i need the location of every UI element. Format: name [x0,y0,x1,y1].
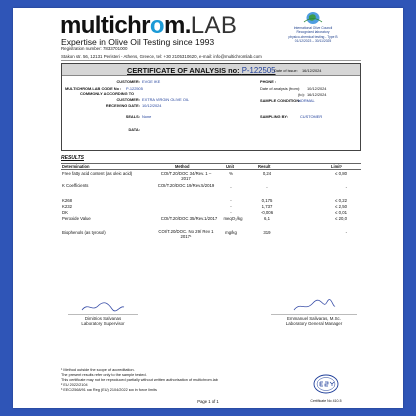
signatory-title: Laboratory General Manager [285,321,343,326]
row-unit: meqO₂/kg [223,216,243,221]
row-determination: DK [62,210,68,215]
date-of-issue-label: Date of issue: [274,68,298,73]
phone-label: PHONE : [260,79,277,84]
ioc-globe-icon [303,11,323,25]
tagline: Expertise in Olive Oil Testing since 1993 [61,37,215,47]
row-limit: ≤ 20,0 [335,216,347,221]
row-result: 319 [263,230,271,235]
sample-condition-label: SAMPLE CONDITION: [260,98,301,103]
row-limit: ≤ 0,22 [335,198,347,203]
results-title: RESULTS [61,155,84,161]
row-determination: K Coefficients [62,183,89,188]
row-method: COI/T.20/DOC. No 29/ Rev 1 2017¹ [158,229,214,239]
lab-code: P-122505 [126,86,143,91]
row-result: 1,737 [261,204,273,209]
date-of-analysis-label: Date of analysis (from): [260,86,301,91]
divider [61,60,361,61]
footnote-reproduction: This certificate may not be reproduced partially without written authorisation of multichrom.lab [61,378,218,382]
row-limit: ≤ 2,50 [335,204,347,209]
row-limit: - [345,230,347,235]
header-determination: Determination [62,164,90,169]
row-determination: K232 [62,204,73,209]
esyd-logo-icon [312,373,340,395]
row-result: 0,175 [261,198,273,203]
multichrom-logo: multichrom.LAB [60,12,238,39]
signatory-name: Dimitrios Salvanas [84,316,122,321]
row-result: 6,1 [264,216,270,221]
row-limit: ≤ 0,01 [335,210,347,215]
to-date: 16/12/2024 [307,92,327,97]
signature-manager [271,314,357,328]
divider [61,163,361,164]
certificate-number: P-122505 [241,66,276,75]
date-of-analysis: 10/12/2024 [307,86,327,91]
footnote-reg: ³ EEC/2568/91 και Reg (EU) 2104/2022 και in force limits [61,388,157,392]
certificate-page [13,8,403,408]
row-unit: - [230,198,232,203]
row-determination: K268 [62,198,73,203]
signature-line [271,314,357,315]
signature-scribble [291,298,337,314]
certificate-details-box [61,63,361,151]
receiving-date-label: RECEIVING DATE: [105,103,140,108]
row-limit: ≤ 0,80 [335,171,347,176]
date-of-issue: 16/12/2024 [302,68,322,73]
header-unit: Unit [226,164,234,169]
seals-value: None [142,114,152,119]
seals-label: SEALS: [125,114,140,119]
page-number: Page 1 of 1 [197,399,219,404]
row-method: COI/T.20/DOC 35/Rev.1/2017 [160,216,218,221]
esyd-certificate-number: Certificate No 410-5 [310,399,342,403]
row-determination: Biophenols (as tyrosol) [62,230,106,235]
to-label: (to): [298,92,305,97]
row-limit: - [345,185,347,190]
certificate-title: CERTIFICATE OF ANALYSIS no: P-122505 [127,66,276,75]
signature-line [68,314,138,315]
row-unit: - [230,185,232,190]
customer-label: CUSTOMER: [116,79,140,84]
sample-condition: NORMAL [298,98,315,103]
lab-address: Stakon str. 56, 12131 Peristeri - Athens, Greece, tel: +30 2105310620, e-mail: info@multichromlab.com [61,54,262,59]
row-unit: mg/kg [225,230,237,235]
signature-scribble [80,300,126,314]
customer2-label: CUSTOMER: [116,97,140,102]
footnote-results: The present results refer only to the sample tested. [61,373,147,377]
commonly-according-label: COMMONLY ACCORDING TO [80,91,135,96]
lab-code-label: MULTICHROM.LAB CODE No : [65,86,122,91]
customer-value: EVGE IKE [142,79,161,84]
row-method: COI/T.20/DOC 19/Rev.5/2019 [157,183,215,188]
data-label: DATA: [128,127,140,132]
divider [61,169,361,170]
sampling-by: CUSTOMER [300,114,323,119]
product-value: EXTRA VIRGIN OLIVE OIL [142,97,190,102]
row-determination: Peroxide Value [62,216,91,221]
row-result: 0,24 [262,171,272,176]
registration-number: Registration number: 7833701000 [61,46,128,51]
header-method: Method [175,164,190,169]
signatory-title: Laboratory Supervisor [81,321,125,326]
row-determination: Free fatty acid content (as oleic acid) [62,171,133,176]
receiving-date: 10/12/2024 [142,103,162,108]
row-unit: - [230,204,232,209]
row-unit: % [229,171,233,176]
footnote-scope: ¹ Method outside the scope of accreditation. [61,368,135,372]
row-method: COI/T.20/DOC 34/Rev. 1 – 2017 [160,171,212,181]
signature-supervisor [68,314,138,328]
header-result: Result [258,164,271,169]
header-limit: Limit¹ [331,164,343,169]
row-unit: - [230,210,232,215]
footnote-eu: ² EU 2022/2104 [61,383,88,387]
signatory-name: Emmanuel Salivaras, M.Sc. [287,316,341,321]
sampling-by-label: SAMPLING BY: [260,114,289,119]
row-result: -0,006 [260,210,274,215]
row-result: - [266,185,268,190]
ioc-recognition-text: International Olive Council Recognized laboratory physico-chemical testing - Type B 01/12/2023 – 30/11/2025 [288,26,338,44]
